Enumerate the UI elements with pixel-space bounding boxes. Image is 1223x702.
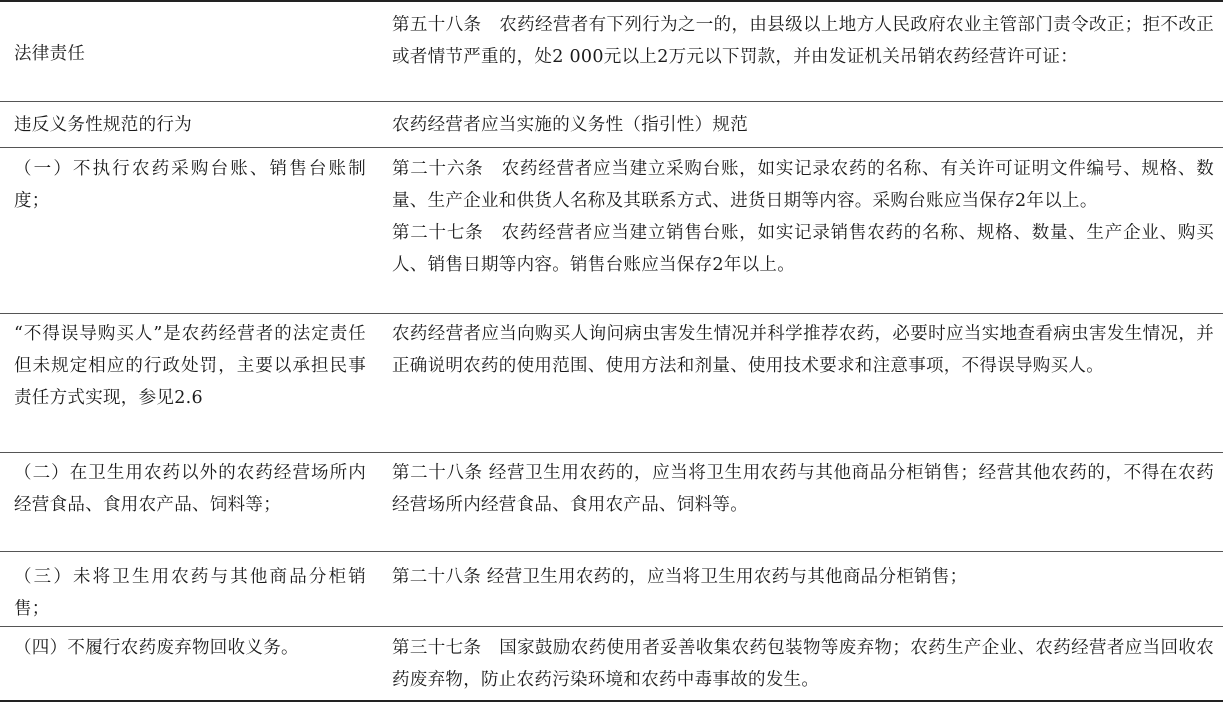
subheader-right-cell [392,109,1214,141]
row-3-left-cell [14,457,366,521]
row-4-right-text: 第二十八条 经营卫生用农药的，应当将卫生用农药与其他商品分柜销售； [392,567,968,587]
row-5-right-cell [392,632,1214,696]
row-4-right-cell [392,561,1214,593]
row-3-left-text: （二）在卫生用农药以外的农药经营场所内经营食品、食用农产品、饲料等； [14,463,366,515]
row-2-right-cell [392,318,1214,382]
row-1-article-26: 第二十六条 农药经营者应当建立采购台账，如实记录农药的名称、有关许可证明文件编号、规格、数量、生产企业和供货人名称及其联系方式、进货日期等内容。采购台账应当保存2年以上。 [392,159,1214,211]
row-1-article-27: 第二十七条 农药经营者应当建立销售台账，如实记录销售农药的名称、规格、数量、生产企业、购买人、销售日期等内容。销售台账应当保存2年以上。 [392,223,1214,275]
row-1-left-cell [14,153,366,217]
header-left-cell [14,6,366,102]
table-row [0,148,1223,314]
row-2-left-text: “不得误导购买人”是农药经营者的法定责任但未规定相应的行政处罚，主要以承担民事责任方式实现，参见2.6 [14,324,366,408]
header-right-text: 第五十八条 农药经营者有下列行为之一的，由县级以上地方人民政府农业主管部门责令改正；拒不改正或者情节严重的，处2 000元以上2万元以下罚款，并由发证机关吊销农药经营许可证： [392,15,1214,67]
row-1-right-cell [392,153,1214,281]
row-2-left-cell [14,318,366,414]
row-2-right-text: 农药经营者应当向购买人询问病虫害发生情况并科学推荐农药，必要时应当实地查看病虫害发生情况，并正确说明农药的使用范围、使用方法和剂量、使用技术要求和注意事项，不得误导购买人。 [392,324,1214,376]
row-1-left-text: （一）不执行农药采购台账、销售台账制度； [14,159,366,211]
table-row [0,314,1223,453]
subheader-left-cell [14,109,366,141]
table-subheader-row [0,102,1223,148]
header-left-text: 法律责任 [14,44,86,64]
row-4-left-cell [14,561,366,625]
header-right-cell [392,9,1214,73]
row-5-left-cell [14,632,366,664]
table-row [0,552,1223,627]
subheader-right-text: 农药经营者应当实施的义务性（指引性）规范 [392,115,748,135]
row-5-left-text: （四）不履行农药废弃物回收义务。 [14,638,299,658]
row-4-left-text: （三）未将卫生用农药与其他商品分柜销售； [14,567,366,619]
subheader-left-text: 违反义务性规范的行为 [14,115,192,135]
row-3-right-cell [392,457,1214,521]
row-5-right-text: 第三十七条 国家鼓励农药使用者妥善收集农药包装物等废弃物；农药生产企业、农药经营者应当回收农药废弃物，防止农药污染环境和农药中毒事故的发生。 [392,638,1214,690]
table-header-row [0,4,1223,102]
row-3-right-text: 第二十八条 经营卫生用农药的，应当将卫生用农药与其他商品分柜销售；经营其他农药的，不得在农药经营场所内经营食品、食用农产品、饲料等。 [392,463,1214,515]
table-row [0,627,1223,700]
table-row [0,453,1223,552]
